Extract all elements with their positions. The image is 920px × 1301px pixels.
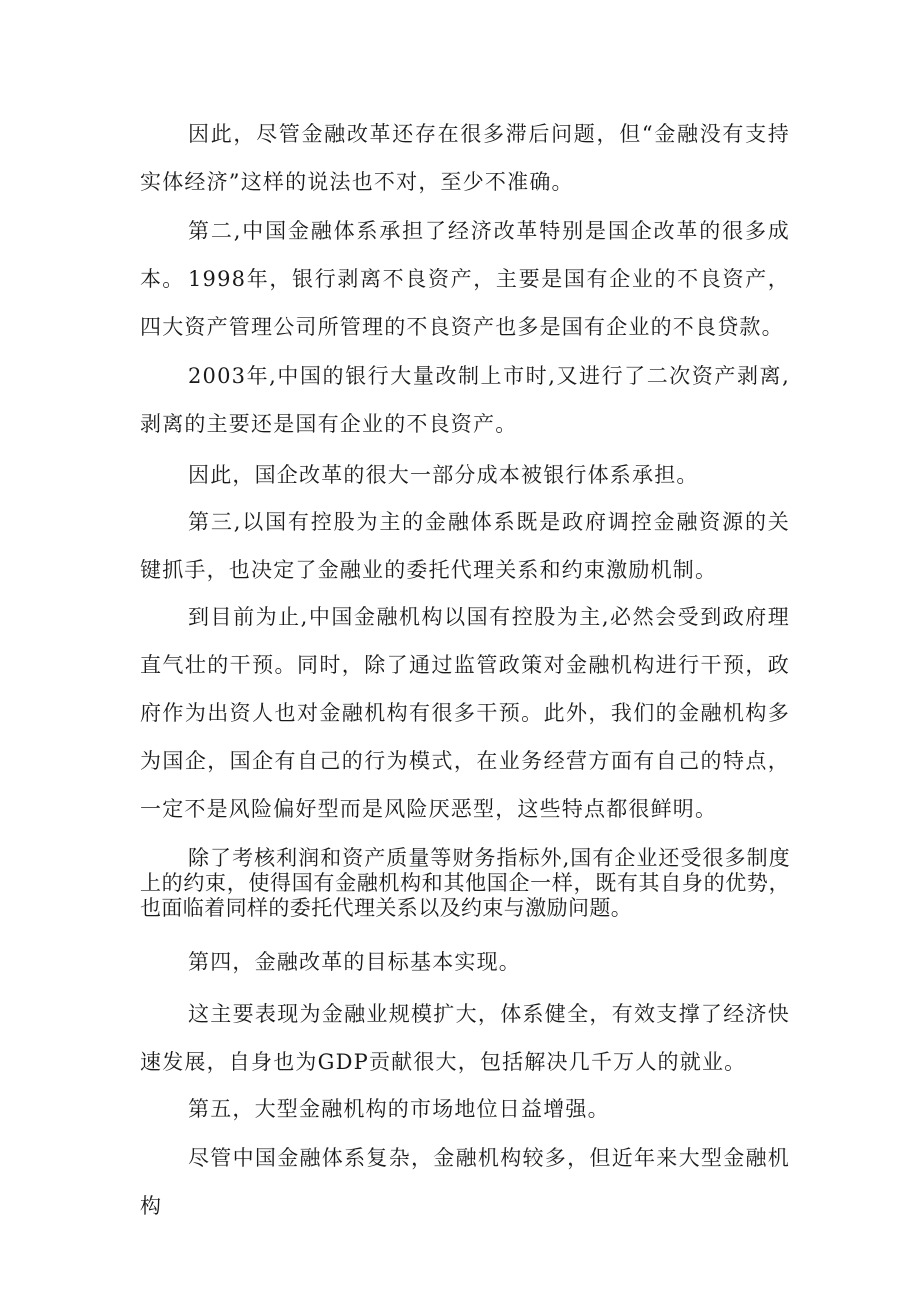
paragraph-1: 因此，尽管金融改革还存在很多滞后问题，但“金融没有支持实体经济”这样的说法也不对，至少不准确。 bbox=[140, 122, 790, 194]
paragraph-12: 尽管中国金融体系复杂，金融机构较多，但近年来大型金融机构 bbox=[140, 1146, 790, 1218]
paragraph-10: 这主要表现为金融业规模扩大，体系健全，有效支撑了经济快速发展，自身也为GDP贡献很大，包括解决几千万人的就业。 bbox=[140, 1002, 790, 1074]
paragraph-4: 2003年,中国的银行大量改制上市时,又进行了二次资产剥离,剥离的主要还是国有企业的不良资产。 bbox=[140, 364, 790, 436]
paragraph-9: 第四，金融改革的目标基本实现。 bbox=[188, 950, 521, 974]
paragraph-3: 1998年，银行剥离不良资产，主要是国有企业的不良资产，四大资产管理公司所管理的不良资产也多是国有企业的不良贷款。 bbox=[140, 267, 790, 339]
paragraph-2: 第二,中国金融体系承担了经济改革特别是国企改革的很多成本。 bbox=[140, 219, 790, 291]
paragraph-7: 到目前为止,中国金融机构以国有控股为主,必然会受到政府理直气壮的干预。同时，除了通过监管政策对金融机构进行干预，政府作为出资人也对金融机构有很多干预。此外，我们的金融机构多为国企，国企有自己的行为模式，在业务经营方面有自己的特点，一定不是风险偏好型而是风险厌恶型，这些特点都很鲜明。 bbox=[140, 605, 790, 821]
paragraph-11: 第五，大型金融机构的市场地位日益增强。 bbox=[188, 1097, 610, 1121]
paragraph-6: 第三,以国有控股为主的金融体系既是政府调控金融资源的关键抓手，也决定了金融业的委托代理关系和约束激励机制。 bbox=[140, 510, 790, 582]
paragraph-5: 因此，国企改革的很大一部分成本被银行体系承担。 bbox=[188, 463, 699, 487]
paragraph-8: 除了考核利润和资产质量等财务指标外,国有企业还受很多制度上的约束，使得国有金融机构和其他国企一样，既有其自身的优势，也面临着同样的委托代理关系以及约束与激励问题。 bbox=[140, 846, 790, 920]
